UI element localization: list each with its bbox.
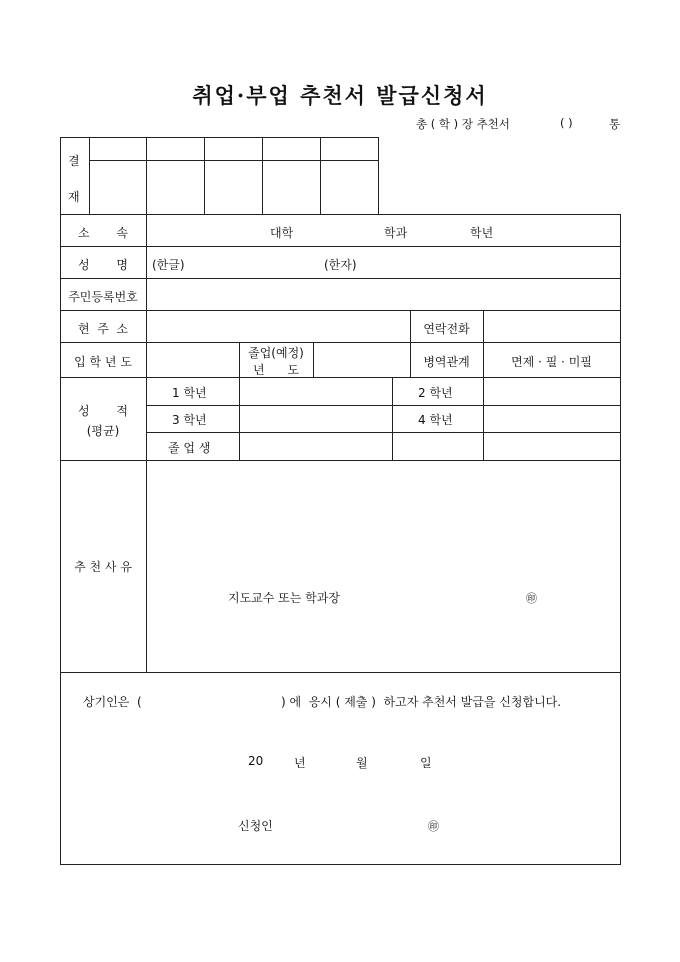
military-label: 병역관계 (423, 355, 470, 369)
approval-divider (146, 137, 147, 215)
approval-divider (89, 137, 90, 215)
row-line (60, 460, 621, 461)
label-column-line (146, 214, 147, 672)
grade-year-3-label: 3 학년 (172, 413, 207, 427)
grade-column-line (392, 377, 393, 460)
professor-seal-mark: ㊞ (526, 592, 537, 605)
approval-label-1: 결 (68, 154, 80, 168)
year-suffix: 학년 (470, 226, 494, 240)
frame-bottom (60, 864, 621, 865)
grad-label-right (313, 342, 314, 377)
row-line (60, 246, 621, 247)
date-century: 20 (248, 754, 264, 768)
grades-label: 성 적 (78, 404, 128, 418)
grade-row-line (146, 432, 621, 433)
approval-divider (262, 137, 263, 215)
admission-year-label: 입 학 년 도 (74, 355, 132, 369)
approval-divider (320, 137, 321, 215)
grade-year-4-label: 4 학년 (418, 413, 453, 427)
affiliation-label: 소 속 (78, 226, 128, 240)
approval-mid-line (89, 160, 378, 161)
approval-divider (378, 137, 379, 215)
date-year-label: 년 (294, 756, 306, 770)
grade-year-1-label: 1 학년 (172, 386, 207, 400)
row-line (60, 310, 621, 311)
name-label: 성 명 (78, 258, 128, 272)
declaration-text-start: 상기인은 ( (83, 695, 142, 709)
grade-column-line (239, 377, 240, 460)
graduation-label-2: 년 도 (252, 363, 300, 377)
row-line (60, 214, 621, 215)
grade-column-line (483, 377, 484, 460)
professor-signer-label: 지도교수 또는 학과장 (228, 591, 340, 605)
name-hanja-label: (한자) (324, 258, 357, 272)
sub-header-prefix: 총 ( 학 ) 장 추천서 (416, 117, 510, 131)
name-hangul-label: (한글) (152, 258, 185, 272)
military-options: 면제 · 필 · 미필 (511, 355, 592, 369)
applicant-label: 신청인 (238, 819, 273, 833)
approval-label-2: 재 (68, 190, 80, 204)
approval-divider (204, 137, 205, 215)
graduation-label-1: 졸업(예정) (248, 346, 304, 360)
sub-header-suffix: 통 (609, 117, 621, 131)
applicant-seal-mark: ㊞ (428, 820, 439, 833)
resident-number-label: 주민등록번호 (68, 290, 138, 304)
row-line (60, 278, 621, 279)
grade-year-2-label: 2 학년 (418, 386, 453, 400)
row-line (60, 377, 621, 378)
university-suffix: 대학 (270, 226, 294, 240)
grade-row-line (146, 405, 621, 406)
frame-right (620, 214, 621, 864)
declaration-text-end: ) 에 응시 ( 제출 ) 하고자 추천서 발급을 신청합니다. (281, 695, 562, 709)
grades-sublabel: (평균) (86, 424, 120, 438)
date-day-label: 일 (420, 756, 432, 770)
row-line (60, 672, 621, 673)
copies-count: ( ) (560, 116, 573, 130)
phone-label: 연락전화 (423, 322, 470, 336)
approval-top-line (60, 137, 378, 138)
graduate-label: 졸 업 생 (168, 441, 211, 455)
date-month-label: 월 (356, 756, 368, 770)
reason-label: 추 천 사 유 (74, 560, 132, 574)
document-title: 취업·부업 추천서 발급신청서 (192, 83, 488, 108)
department-suffix: 학과 (384, 226, 408, 240)
row-line (60, 342, 621, 343)
address-label: 현 주 소 (77, 322, 129, 336)
